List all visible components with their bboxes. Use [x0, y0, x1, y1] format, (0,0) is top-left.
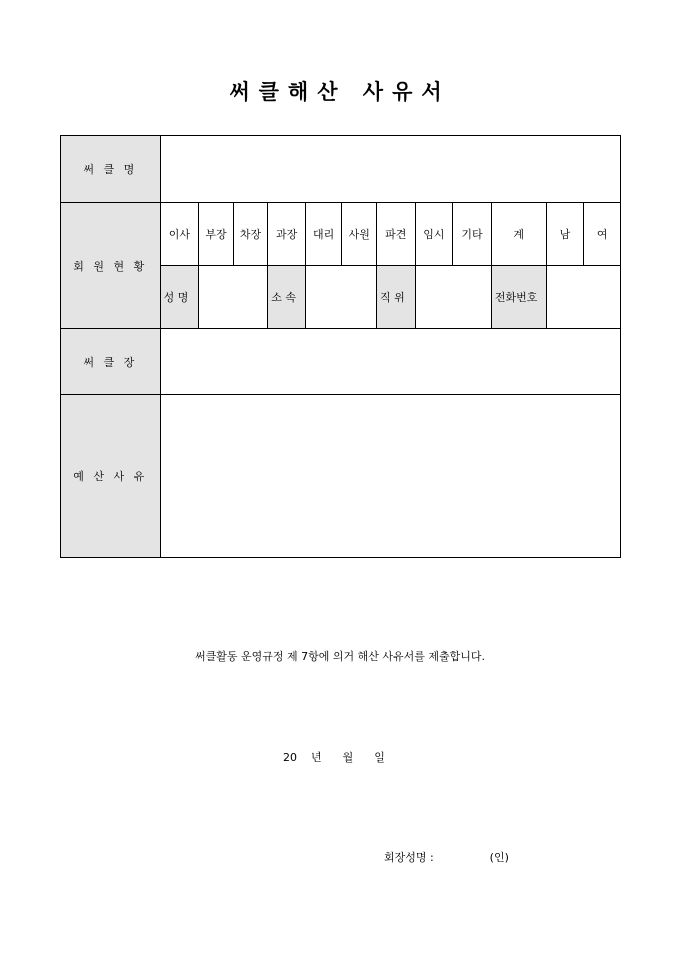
circle-leader-label: 써 클 장 — [61, 329, 161, 395]
members-status-label: 회 원 현 황 — [61, 203, 161, 329]
declaration-text: 써클활동 운영규정 제 7항에 의거 해산 사유서를 제출합니다. — [195, 650, 485, 663]
member-type-cell: 차장 — [233, 203, 268, 266]
president-name-label: 회장성명 : — [384, 851, 434, 864]
reason-label: 예 산 사 유 — [61, 395, 161, 558]
member-type-cell: 이사 — [160, 203, 199, 266]
dissolution-form-table — [60, 135, 621, 558]
member-type-cell: 과장 — [268, 203, 306, 266]
member-female-cell: 여 — [584, 203, 621, 266]
circle-name-field[interactable] — [160, 136, 620, 203]
document-title: 써클해산 사유서 — [229, 80, 451, 104]
signature-line — [384, 849, 509, 865]
member-type-cell: 대리 — [305, 203, 342, 266]
member-total-cell: 계 — [491, 203, 546, 266]
member-male-cell: 남 — [546, 203, 584, 266]
date-year-prefix: 20 — [283, 751, 297, 764]
circle-name-label: 써 클 명 — [61, 136, 161, 203]
member-type-cell: 기타 — [453, 203, 492, 266]
phone-label: 전화번호 — [491, 266, 546, 329]
affiliation-field[interactable] — [305, 266, 376, 329]
position-field[interactable] — [415, 266, 491, 329]
circle-name-row — [61, 136, 621, 203]
affiliation-label: 소 속 — [268, 266, 306, 329]
circle-leader-row — [61, 329, 621, 395]
circle-leader-field[interactable] — [160, 329, 620, 395]
date-year-unit: 년 — [311, 751, 322, 764]
reason-row — [61, 395, 621, 558]
seal-mark: (인) — [489, 851, 509, 864]
member-type-cell: 부장 — [199, 203, 234, 266]
phone-field[interactable] — [546, 266, 620, 329]
member-type-cell: 파견 — [377, 203, 416, 266]
date-month-unit: 월 — [342, 751, 354, 764]
member-name-label: 성 명 — [160, 266, 199, 329]
member-type-cell: 사원 — [342, 203, 377, 266]
member-type-row — [61, 203, 621, 266]
date-line — [283, 749, 385, 765]
position-label: 직 위 — [377, 266, 416, 329]
reason-field[interactable] — [160, 395, 620, 558]
date-day-unit: 일 — [374, 751, 385, 764]
member-name-field[interactable] — [199, 266, 268, 329]
member-type-cell: 임시 — [415, 203, 453, 266]
